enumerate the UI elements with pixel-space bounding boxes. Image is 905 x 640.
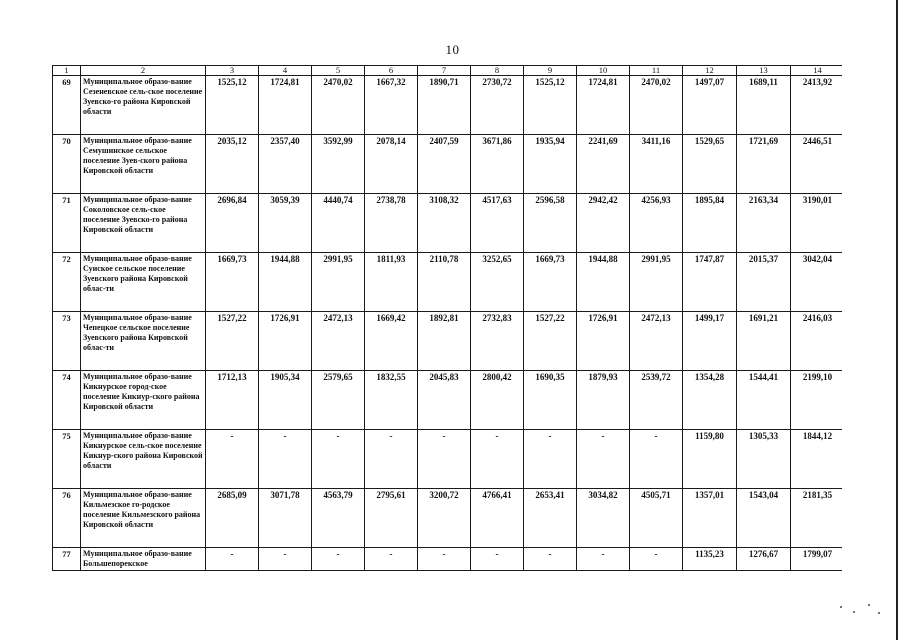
value-cell: 2539,72 xyxy=(630,371,683,430)
value-cell: 1159,80 xyxy=(683,430,737,489)
table-row xyxy=(53,194,843,253)
value-cell: - xyxy=(206,548,259,571)
scan-speck xyxy=(853,611,855,613)
table-row xyxy=(53,489,843,548)
municipality-name-cell: Муниципальное образо-вание Кикнурское сель-ское поселение Кикнур-ского района Кировской области xyxy=(81,430,206,489)
value-cell: - xyxy=(630,548,683,571)
value-cell: 1543,04 xyxy=(737,489,791,548)
column-header: 9 xyxy=(524,66,577,76)
value-cell: 1935,94 xyxy=(524,135,577,194)
value-cell: 1527,22 xyxy=(524,312,577,371)
column-header: 1 xyxy=(53,66,81,76)
value-cell: 1357,01 xyxy=(683,489,737,548)
value-cell: 1747,87 xyxy=(683,253,737,312)
value-cell: 1305,33 xyxy=(737,430,791,489)
value-cell: 1895,84 xyxy=(683,194,737,253)
row-number-cell: 69 xyxy=(53,76,81,135)
value-cell: 1669,73 xyxy=(524,253,577,312)
value-cell: 2579,65 xyxy=(312,371,365,430)
value-cell: 1905,34 xyxy=(259,371,312,430)
municipality-name-cell: Муниципальное образо-вание Кикнурское город-ское поселение Кикнур-ского района Кировской области xyxy=(81,371,206,430)
value-cell: 1844,12 xyxy=(791,430,843,489)
value-cell: - xyxy=(312,430,365,489)
column-header: 13 xyxy=(737,66,791,76)
table-row xyxy=(53,253,843,312)
value-cell: - xyxy=(259,430,312,489)
value-cell: 2730,72 xyxy=(471,76,524,135)
value-cell: 1667,32 xyxy=(365,76,418,135)
value-cell: 3592,99 xyxy=(312,135,365,194)
value-cell: 2738,78 xyxy=(365,194,418,253)
value-cell: 2472,13 xyxy=(312,312,365,371)
value-cell: 2991,95 xyxy=(312,253,365,312)
table-row xyxy=(53,312,843,371)
value-cell: 1892,81 xyxy=(418,312,471,371)
row-number-cell: 76 xyxy=(53,489,81,548)
value-cell: 2078,14 xyxy=(365,135,418,194)
value-cell: 1669,42 xyxy=(365,312,418,371)
value-cell: - xyxy=(524,430,577,489)
column-header: 11 xyxy=(630,66,683,76)
value-cell: 3252,65 xyxy=(471,253,524,312)
value-cell: 3190,01 xyxy=(791,194,843,253)
row-number-cell: 77 xyxy=(53,548,81,571)
row-number-cell: 72 xyxy=(53,253,81,312)
value-cell: 1669,73 xyxy=(206,253,259,312)
value-cell: 1879,93 xyxy=(577,371,630,430)
value-cell: 1544,41 xyxy=(737,371,791,430)
header-row xyxy=(53,66,843,76)
value-cell: 2413,92 xyxy=(791,76,843,135)
value-cell: 2732,83 xyxy=(471,312,524,371)
value-cell: 2035,12 xyxy=(206,135,259,194)
value-cell: 1724,81 xyxy=(259,76,312,135)
value-cell: 2991,95 xyxy=(630,253,683,312)
value-cell: 2795,61 xyxy=(365,489,418,548)
value-cell: - xyxy=(312,548,365,571)
scan-speck xyxy=(878,612,880,614)
value-cell: - xyxy=(418,548,471,571)
value-cell: - xyxy=(365,548,418,571)
value-cell: 2696,84 xyxy=(206,194,259,253)
municipality-name-cell: Муниципальное образо-вание Семушинское сельское поселение Зуев-ского района Кировской области xyxy=(81,135,206,194)
value-cell: 2110,78 xyxy=(418,253,471,312)
row-number-cell: 70 xyxy=(53,135,81,194)
row-number-cell: 71 xyxy=(53,194,81,253)
table-container xyxy=(52,65,842,587)
value-cell: - xyxy=(524,548,577,571)
column-header: 6 xyxy=(365,66,418,76)
value-cell: 3071,78 xyxy=(259,489,312,548)
value-cell: 2015,37 xyxy=(737,253,791,312)
municipality-name-cell: Муниципальное образо-вание Большепорекское xyxy=(81,548,206,571)
value-cell: 3059,39 xyxy=(259,194,312,253)
value-cell: 3671,86 xyxy=(471,135,524,194)
value-cell: 2800,42 xyxy=(471,371,524,430)
table-body xyxy=(53,76,843,571)
scan-speck xyxy=(840,606,842,608)
value-cell: 2446,51 xyxy=(791,135,843,194)
value-cell: 1689,11 xyxy=(737,76,791,135)
value-cell: - xyxy=(259,548,312,571)
value-cell: - xyxy=(630,430,683,489)
column-header: 5 xyxy=(312,66,365,76)
table-row xyxy=(53,430,843,489)
value-cell: - xyxy=(471,430,524,489)
value-cell: 4256,93 xyxy=(630,194,683,253)
value-cell: 1527,22 xyxy=(206,312,259,371)
value-cell: 3108,32 xyxy=(418,194,471,253)
value-cell: 1690,35 xyxy=(524,371,577,430)
table-row xyxy=(53,76,843,135)
value-cell: - xyxy=(206,430,259,489)
table-row xyxy=(53,371,843,430)
municipality-name-cell: Муниципальное образо-вание Суиское сельское поселение Зуевского района Кировской облас-ти xyxy=(81,253,206,312)
scan-speck xyxy=(868,604,870,606)
value-cell: 2470,02 xyxy=(312,76,365,135)
row-number-cell: 75 xyxy=(53,430,81,489)
value-cell: 2181,35 xyxy=(791,489,843,548)
column-header: 10 xyxy=(577,66,630,76)
value-cell: - xyxy=(577,548,630,571)
scan-edge-line xyxy=(896,0,898,640)
value-cell: 1354,28 xyxy=(683,371,737,430)
table-row xyxy=(53,135,843,194)
value-cell: 3411,16 xyxy=(630,135,683,194)
value-cell: - xyxy=(418,430,471,489)
value-cell: 2472,13 xyxy=(630,312,683,371)
value-cell: 1811,93 xyxy=(365,253,418,312)
value-cell: 4517,63 xyxy=(471,194,524,253)
municipality-name-cell: Муниципальное образо-вание Сезеневское сель-ское поселение Зуевско-го района Кировской области xyxy=(81,76,206,135)
value-cell: 2596,58 xyxy=(524,194,577,253)
value-cell: 1525,12 xyxy=(524,76,577,135)
value-cell: 2470,02 xyxy=(630,76,683,135)
value-cell: 4440,74 xyxy=(312,194,365,253)
page-number: 10 xyxy=(445,42,460,57)
value-cell: 2407,59 xyxy=(418,135,471,194)
value-cell: 1276,67 xyxy=(737,548,791,571)
value-cell: 1726,91 xyxy=(259,312,312,371)
value-cell: 1497,07 xyxy=(683,76,737,135)
value-cell: - xyxy=(365,430,418,489)
value-cell: 2357,40 xyxy=(259,135,312,194)
value-cell: 1499,17 xyxy=(683,312,737,371)
value-cell: 1691,21 xyxy=(737,312,791,371)
value-cell: 2241,69 xyxy=(577,135,630,194)
value-cell: - xyxy=(471,548,524,571)
value-cell: 1726,91 xyxy=(577,312,630,371)
value-cell: 2199,10 xyxy=(791,371,843,430)
value-cell: 1724,81 xyxy=(577,76,630,135)
value-cell: 1944,88 xyxy=(259,253,312,312)
column-header: 2 xyxy=(81,66,206,76)
value-cell: - xyxy=(577,430,630,489)
value-cell: 2685,09 xyxy=(206,489,259,548)
value-cell: 1799,07 xyxy=(791,548,843,571)
value-cell: 1525,12 xyxy=(206,76,259,135)
value-cell: 4563,79 xyxy=(312,489,365,548)
value-cell: 2045,83 xyxy=(418,371,471,430)
value-cell: 1944,88 xyxy=(577,253,630,312)
value-cell: 1721,69 xyxy=(737,135,791,194)
value-cell: 4505,71 xyxy=(630,489,683,548)
value-cell: 2653,41 xyxy=(524,489,577,548)
municipality-name-cell: Муниципальное образо-вание Соколовское сель-ское поселение Зуевско-го района Кировской области xyxy=(81,194,206,253)
value-cell: 1529,65 xyxy=(683,135,737,194)
row-number-cell: 73 xyxy=(53,312,81,371)
row-number-cell: 74 xyxy=(53,371,81,430)
value-cell: 1890,71 xyxy=(418,76,471,135)
value-cell: 3034,82 xyxy=(577,489,630,548)
municipality-name-cell: Муниципальное образо-вание Чепецкое сельское поселение Зуевского района Кировской облас-ти xyxy=(81,312,206,371)
value-cell: 2416,03 xyxy=(791,312,843,371)
data-table xyxy=(52,65,842,571)
column-header: 8 xyxy=(471,66,524,76)
value-cell: 1712,13 xyxy=(206,371,259,430)
table-row xyxy=(53,548,843,571)
column-header: 3 xyxy=(206,66,259,76)
value-cell: 2942,42 xyxy=(577,194,630,253)
column-header: 12 xyxy=(683,66,737,76)
value-cell: 2163,34 xyxy=(737,194,791,253)
column-header: 14 xyxy=(791,66,843,76)
value-cell: 4766,41 xyxy=(471,489,524,548)
municipality-name-cell: Муниципальное образо-вание Кильмезское го-родское поселение Кильмезского района Кировской области xyxy=(81,489,206,548)
column-header: 4 xyxy=(259,66,312,76)
value-cell: 3200,72 xyxy=(418,489,471,548)
column-header: 7 xyxy=(418,66,471,76)
value-cell: 3042,04 xyxy=(791,253,843,312)
value-cell: 1832,55 xyxy=(365,371,418,430)
value-cell: 1135,23 xyxy=(683,548,737,571)
